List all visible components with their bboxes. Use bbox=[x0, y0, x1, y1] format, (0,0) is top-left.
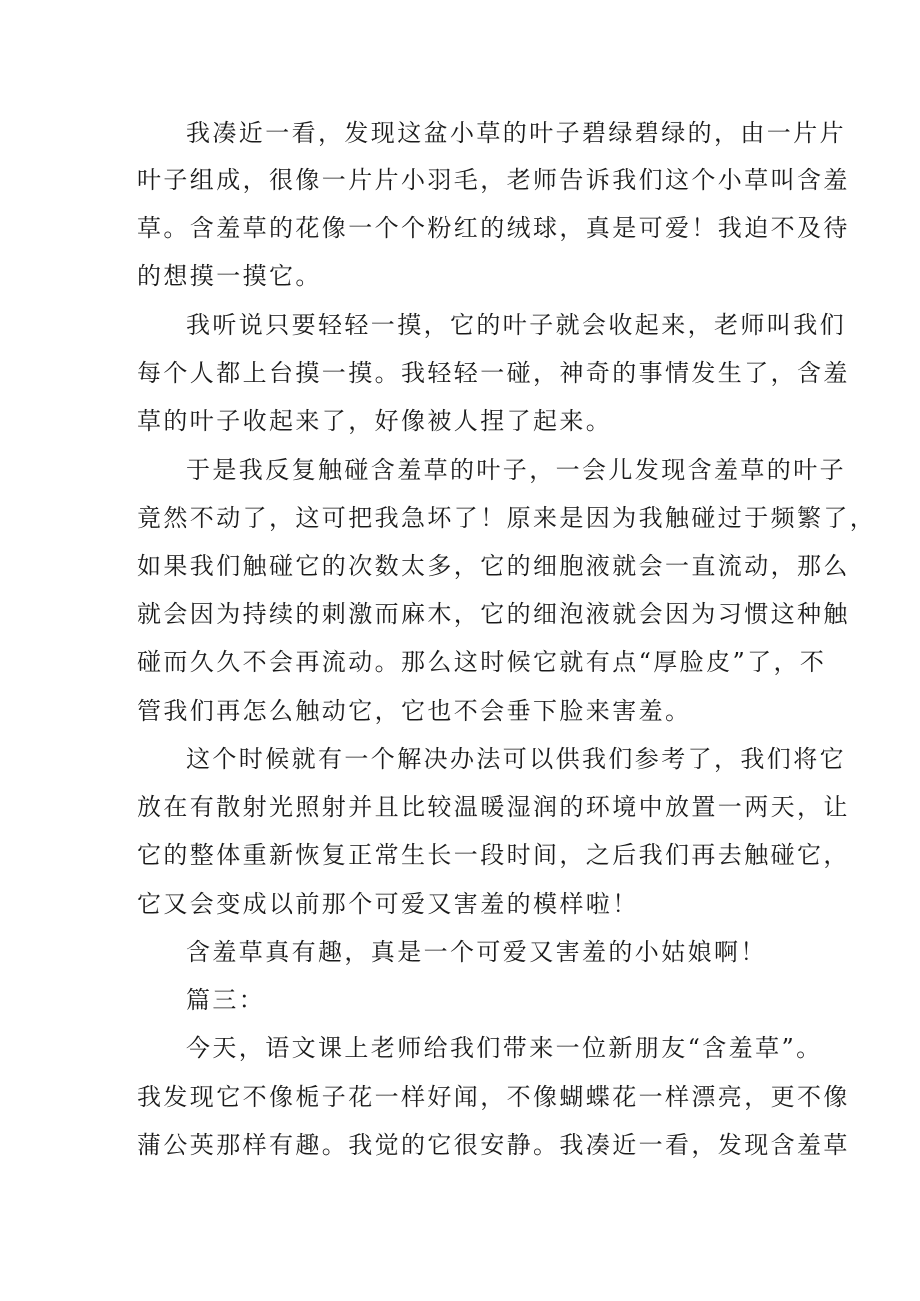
text-line: 放在有散射光照射并且比较温暖湿润的环境中放置一两天，让 bbox=[137, 793, 850, 821]
text-line: 碰而久久不会再流动。那么这时候它就有点“厚脸皮”了，不 bbox=[137, 648, 827, 676]
text-line: 蒲公英那样有趣。我觉的它很安静。我凑近一看，发现含羞草 bbox=[137, 1131, 850, 1159]
text-line: 今天，语文课上老师给我们带来一位新朋友“含羞草”。 bbox=[186, 1034, 823, 1062]
text-line: 叶子组成，很像一片片小羽毛，老师告诉我们这个小草叫含羞 bbox=[137, 166, 850, 194]
text-line: 它又会变成以前那个可爱又害羞的模样啦！ bbox=[137, 890, 639, 918]
text-line: 如果我们触碰它的次数太多，它的细胞液就会一直流动，那么 bbox=[137, 552, 850, 580]
text-line: 的想摸一摸它。 bbox=[137, 262, 322, 290]
text-line: 草的叶子收起来了，好像被人捏了起来。 bbox=[137, 407, 613, 435]
text-line: 我凑近一看，发现这盆小草的叶子碧绿碧绿的，由一片片 bbox=[186, 119, 846, 147]
text-line: 它的整体重新恢复正常生长一段时间，之后我们再去触碰它， bbox=[137, 841, 850, 869]
text-line: 于是我反复触碰含羞草的叶子，一会儿发现含羞草的叶子 bbox=[186, 456, 846, 484]
section-heading: 篇三： bbox=[186, 986, 266, 1014]
text-line: 我听说只要轻轻一摸，它的叶子就会收起来，老师叫我们 bbox=[186, 311, 846, 339]
text-line: 每个人都上台摸一摸。我轻轻一碰，神奇的事情发生了，含羞 bbox=[137, 359, 850, 387]
text-line: 我发现它不像栀子花一样好闻，不像蝴蝶花一样漂亮，更不像 bbox=[137, 1083, 850, 1111]
text-line: 这个时候就有一个解决办法可以供我们参考了，我们将它 bbox=[186, 745, 846, 773]
text-line: 竟然不动了，这可把我急坏了！原来是因为我触碰过于频繁了， bbox=[137, 504, 877, 532]
text-line: 草。含羞草的花像一个个粉红的绒球，真是可爱！我迫不及待 bbox=[137, 214, 850, 242]
text-line: 就会因为持续的刺激而麻木，它的细泡液就会因为习惯这种触 bbox=[137, 600, 850, 628]
text-line: 管我们再怎么触动它，它也不会垂下脸来害羞。 bbox=[137, 697, 692, 725]
text-line: 含羞草真有趣，真是一个可爱又害羞的小姑娘啊！ bbox=[186, 938, 767, 966]
